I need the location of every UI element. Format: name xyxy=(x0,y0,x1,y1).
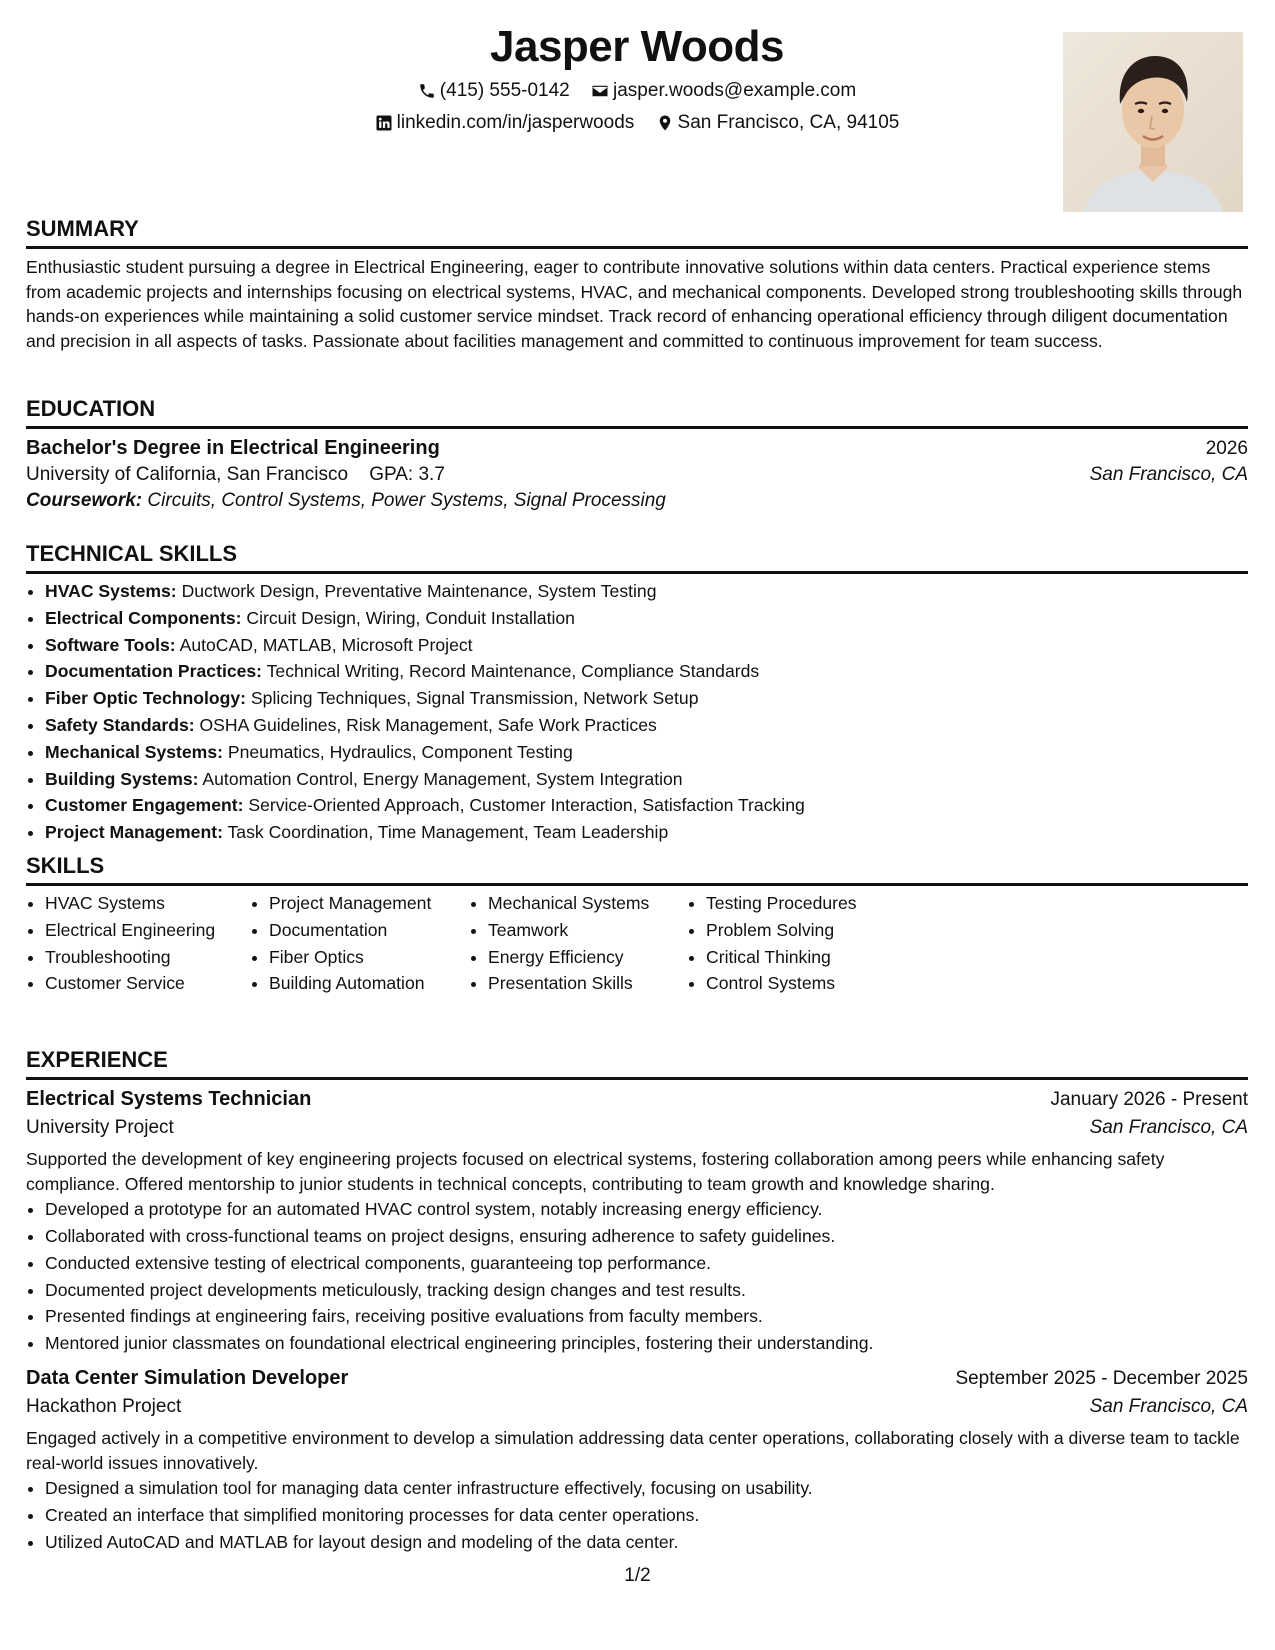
list-item: • Documentation Practices: Technical Writing, Record Maintenance, Compliance Standards xyxy=(45,658,1248,685)
linkedin-text[interactable]: linkedin.com/in/jasperwoods xyxy=(396,112,635,133)
page-number: 1/2 xyxy=(624,1565,651,1586)
job-dates: September 2025 - December 2025 xyxy=(955,1367,1248,1389)
list-item: • Developed a prototype for an automated HVAC control system, notably increasing energy efficiency. xyxy=(45,1196,1248,1223)
technical-skills-heading: TECHNICAL SKILLS xyxy=(26,541,1248,574)
list-item: • Utilized AutoCAD and MATLAB for layout design and modeling of the data center. xyxy=(45,1529,1248,1556)
list-item: • Safety Standards: OSHA Guidelines, Risk Management, Safe Work Practices xyxy=(45,712,1248,739)
list-item: • Project Management xyxy=(269,890,469,917)
experience-entry-2 xyxy=(26,1367,1248,1556)
list-item: • Critical Thinking xyxy=(706,944,926,971)
education-section xyxy=(26,396,1248,512)
list-item: • Mechanical Systems: Pneumatics, Hydraulics, Component Testing xyxy=(45,739,1248,766)
coursework-label: Coursework: xyxy=(26,490,143,511)
job-subheader xyxy=(26,1117,1248,1139)
coursework-list: Circuits, Control Systems, Power Systems, Signal Processing xyxy=(147,490,666,511)
list-item: • Conducted extensive testing of electrical components, guaranteeing top performance. xyxy=(45,1250,1248,1277)
job-bullets xyxy=(26,1196,1248,1357)
job-description: Supported the development of key engineering projects focused on electrical systems, fostering collaboration among peers while enhancing safety compliance. Offered mentorship to junior students in technical concepts, contributing to team growth and knowledge sharing. xyxy=(26,1149,1165,1194)
degree-title: Bachelor's Degree in Electrical Engineering xyxy=(26,437,440,459)
list-item: • Presented findings at engineering fairs, receiving positive evaluations from faculty members. xyxy=(45,1303,1248,1330)
skills-column-2 xyxy=(250,890,469,997)
map-pin-icon xyxy=(656,114,674,132)
list-item: • Electrical Components: Circuit Design, Wiring, Conduit Installation xyxy=(45,605,1248,632)
list-item: • Project Management: Task Coordination, Time Management, Team Leadership xyxy=(45,819,1248,846)
contact-linkedin[interactable] xyxy=(375,112,635,134)
technical-skills-list xyxy=(26,578,1248,846)
school-name: University of California, San Francisco xyxy=(26,464,349,485)
list-item: • Control Systems xyxy=(706,970,926,997)
skills-column-1 xyxy=(26,890,250,997)
envelope-icon xyxy=(591,82,609,100)
list-item: • HVAC Systems: Ductwork Design, Preventative Maintenance, System Testing xyxy=(45,578,1248,605)
list-item: • Software Tools: AutoCAD, MATLAB, Microsoft Project xyxy=(45,632,1248,659)
job-subheader xyxy=(26,1396,1248,1418)
list-item: • Presentation Skills xyxy=(488,970,687,997)
list-item: • Energy Efficiency xyxy=(488,944,687,971)
job-org: Hackathon Project xyxy=(26,1395,182,1417)
list-item: • Documented project developments meticulously, tracking design changes and test results. xyxy=(45,1277,1248,1304)
phone-icon xyxy=(418,82,436,100)
job-dates: January 2026 - Present xyxy=(1050,1089,1248,1110)
list-item: • Mechanical Systems xyxy=(488,890,687,917)
list-item: • Electrical Engineering xyxy=(45,917,250,944)
list-item: • Customer Engagement: Service-Oriented Approach, Customer Interaction, Satisfaction Tracking xyxy=(45,792,1248,819)
list-item: • Fiber Optics xyxy=(269,944,469,971)
contact-phone xyxy=(418,80,570,102)
list-item: • Building Systems: Automation Control, Energy Management, System Integration xyxy=(45,766,1248,793)
job-title: Electrical Systems Technician xyxy=(26,1088,312,1110)
gpa: GPA: 3.7 xyxy=(369,464,445,485)
resume-header xyxy=(26,0,1248,205)
job-bullets xyxy=(26,1475,1248,1555)
experience-heading: EXPERIENCE xyxy=(26,1047,1248,1080)
contact-email[interactable] xyxy=(591,80,856,102)
experience-entry-1 xyxy=(26,1088,1248,1357)
education-row-2 xyxy=(26,464,1248,486)
list-item: • Building Automation xyxy=(269,970,469,997)
list-item: • Created an interface that simplified monitoring processes for data center operations. xyxy=(45,1502,1248,1529)
skills-column-4 xyxy=(687,890,926,997)
location-text: San Francisco, CA, 94105 xyxy=(677,112,900,133)
graduation-year: 2026 xyxy=(1205,438,1248,459)
summary-section xyxy=(26,216,1248,353)
job-title: Data Center Simulation Developer xyxy=(26,1366,349,1389)
list-item: • Fiber Optic Technology: Splicing Techniques, Signal Transmission, Network Setup xyxy=(45,685,1248,712)
resume-page xyxy=(26,0,1248,1552)
job-description: Engaged actively in a competitive environment to develop a simulation addressing data center operations, collaborating closely with a diverse team to tackle real-world issues innovatively. xyxy=(26,1427,1240,1473)
education-row-1 xyxy=(26,437,1248,460)
job-location: San Francisco, CA xyxy=(1089,1117,1248,1138)
skills-section xyxy=(26,853,1248,997)
list-item: • Customer Service xyxy=(45,970,250,997)
phone-text: (415) 555-0142 xyxy=(439,80,570,101)
profile-photo xyxy=(1063,32,1243,212)
list-item: • HVAC Systems xyxy=(45,890,250,917)
experience-section xyxy=(26,1047,1248,1556)
list-item: • Designed a simulation tool for managing data center infrastructure effectively, focusing on usability. xyxy=(45,1475,1248,1502)
coursework-line xyxy=(26,490,1248,512)
skills-column-3 xyxy=(469,890,687,997)
job-location: San Francisco, CA xyxy=(1089,1395,1248,1417)
candidate-name: Jasper Woods xyxy=(490,22,784,71)
technical-skills-section xyxy=(26,541,1248,846)
email-text[interactable]: jasper.woods@example.com xyxy=(613,80,857,101)
job-header xyxy=(26,1367,1248,1390)
job-header xyxy=(26,1088,1248,1111)
summary-text: Enthusiastic student pursuing a degree in Electrical Engineering, eager to contribute innovative solutions within data centers. Practical experience stems from academic projects and internships focusing on electrical systems, HVAC, and mechanical components. Developed strong troubleshooting skills through hands-on experiences while maintaining a solid customer service mindset. Track record of enhancing operational efficiency through diligent documentation and precision in all aspects of tasks. Passionate about facilities management and committed to continuous improvement for team success. xyxy=(26,257,1243,351)
education-heading: EDUCATION xyxy=(26,396,1248,429)
skills-heading: SKILLS xyxy=(26,853,1248,886)
job-org: University Project xyxy=(26,1117,174,1138)
list-item: • Collaborated with cross-functional teams on project designs, ensuring adherence to safety guidelines. xyxy=(45,1223,1248,1250)
school-location: San Francisco, CA xyxy=(1089,464,1248,485)
school-line xyxy=(26,464,445,486)
list-item: • Mentored junior classmates on foundational electrical engineering principles, fostering their understanding. xyxy=(45,1330,1248,1357)
list-item: • Problem Solving xyxy=(706,917,926,944)
list-item: • Testing Procedures xyxy=(706,890,926,917)
skills-grid xyxy=(26,890,1248,997)
summary-heading: SUMMARY xyxy=(26,216,1248,249)
list-item: • Teamwork xyxy=(488,917,687,944)
linkedin-icon xyxy=(375,114,393,132)
list-item: • Troubleshooting xyxy=(45,944,250,971)
contact-location xyxy=(656,112,900,134)
list-item: • Documentation xyxy=(269,917,469,944)
